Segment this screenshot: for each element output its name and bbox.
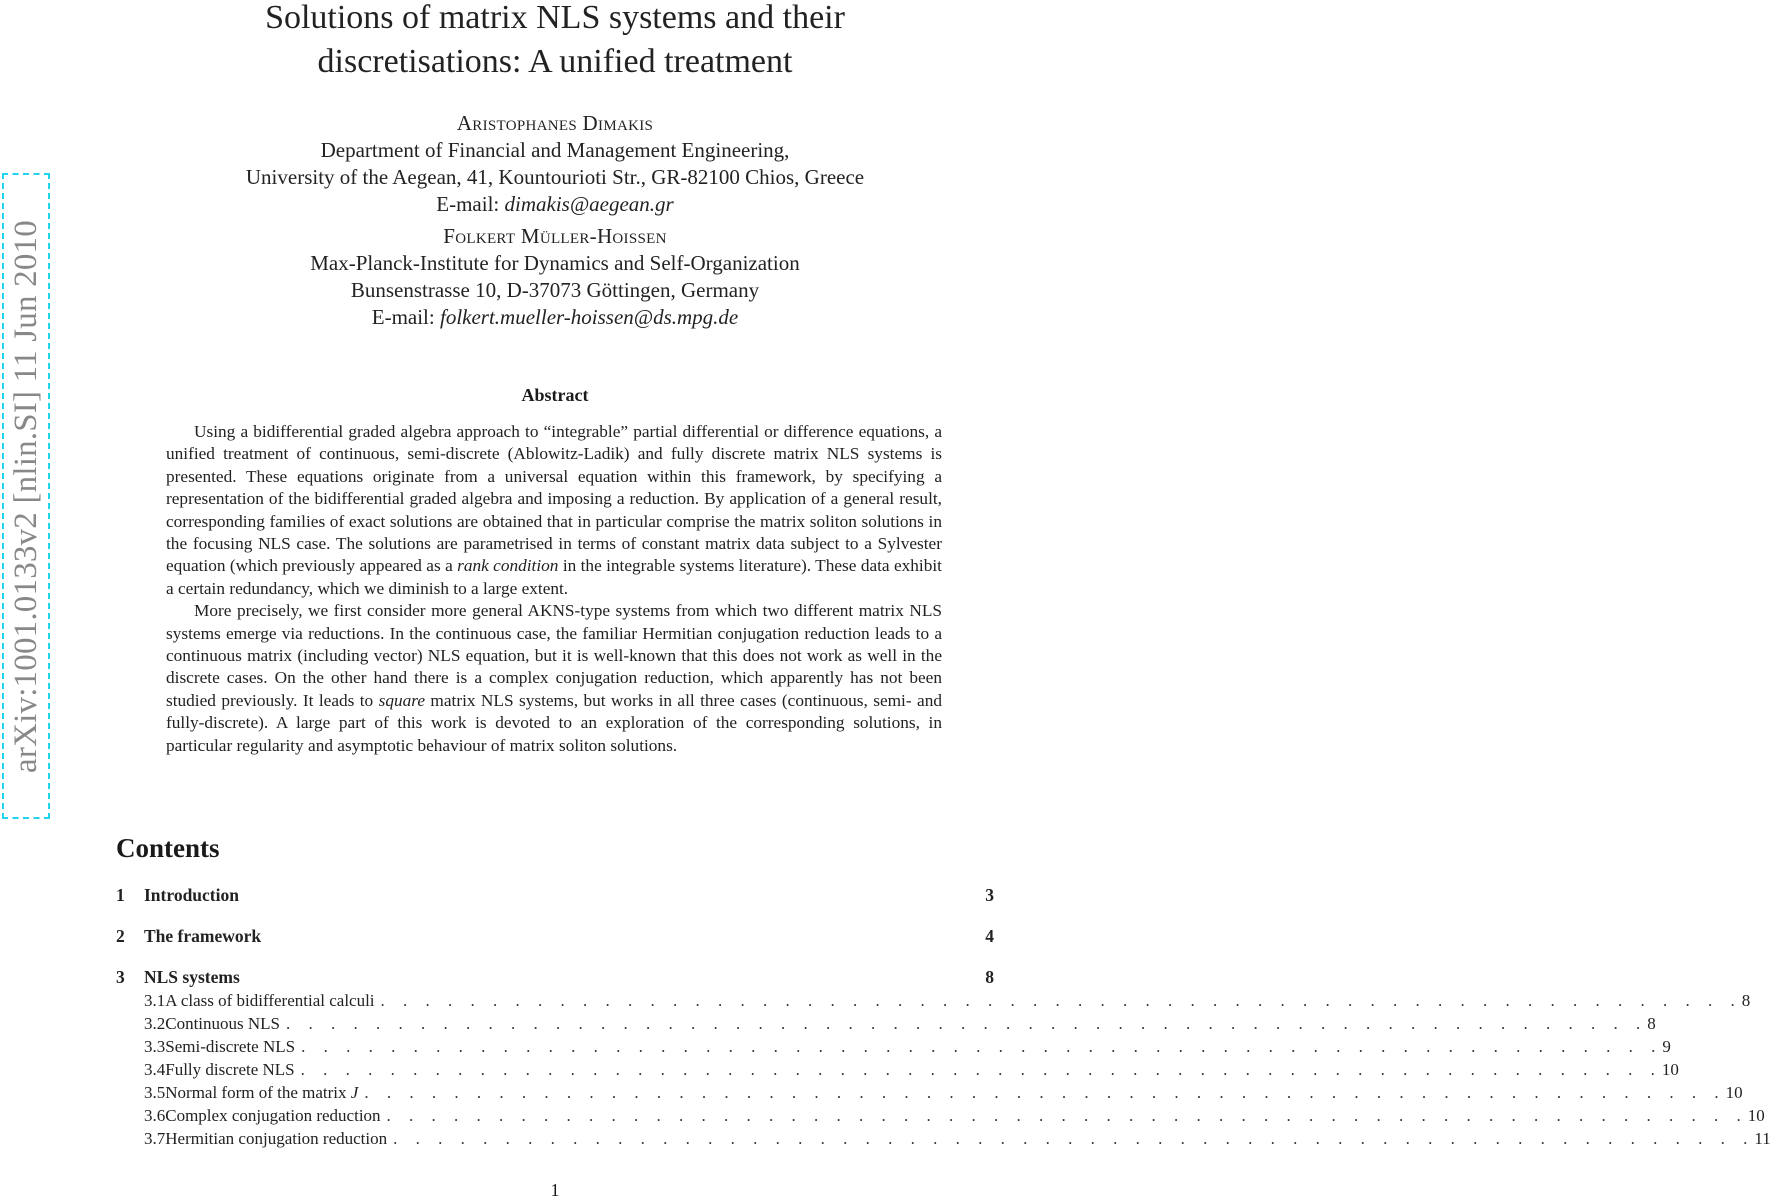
author-name: Folkert Müller-Hoissen: [443, 224, 667, 248]
toc-subsection-label: Fully discrete NLS: [165, 1059, 295, 1079]
toc-subsection-label: Semi-discrete NLS: [165, 1036, 296, 1056]
author-block-1: [115, 110, 995, 218]
author-email-line: [115, 304, 995, 331]
table-of-contents: [116, 883, 1771, 1150]
toc-subsection-page: 10: [1747, 1105, 1765, 1125]
toc-section-page: 8: [985, 966, 994, 987]
toc-section-page: 3: [985, 884, 994, 905]
toc-section-1[interactable]: [116, 883, 994, 907]
toc-subsection-number: 3.3: [144, 1036, 166, 1056]
toc-subsection[interactable]: [116, 1081, 1743, 1104]
paper-title: [115, 0, 995, 84]
toc-subsection-label: Continuous NLS: [165, 1013, 281, 1033]
abstract-paragraph-2: More precisely, we first consider more general AKNS-type systems from which two different matrix NLS systems emerge via reductions. In the continuous case, the familiar Hermitian conjugation reduction leads to a continuous matrix (including vector) NLS equation, but it is well-known that this does not work as well in the discrete cases. On the other hand there is a complex conjugation reduction, which apparently has not been studied previously. It leads to square matrix NLS systems, but works in all three cases (continuous, semi- and fully-discrete). A large part of this work is devoted to an exploration of the corresponding solutions, in particular regularity and asymptotic behaviour of matrix soliton solutions.: [166, 601, 942, 755]
toc-leader-dots: . . . . . . . . . . . . . . . . . . . . . . . . . . . . . . . . . . . . . . . . . . . . . . . . . . . . . . . . . . . . .: [380, 990, 1742, 1010]
toc-section-label: The framework: [144, 925, 262, 946]
toc-section-label: NLS systems: [144, 966, 240, 987]
author-affiliation: Max-Planck-Institute for Dynamics and Self-Organization: [310, 251, 800, 275]
toc-subsection-number: 3.2: [144, 1013, 166, 1033]
toc-subsection-label: Hermitian conjugation reduction: [165, 1128, 388, 1148]
author-block-2: [115, 223, 995, 331]
author-email-line: [115, 191, 995, 218]
toc-subsection-page: 11: [1754, 1128, 1771, 1148]
toc-subsection-page: 9: [1662, 1036, 1671, 1056]
author-address: Bunsenstrasse 10, D-37073 Göttingen, Germany: [350, 278, 760, 302]
toc-subsection-page: 8: [1647, 1013, 1656, 1033]
toc-subsection[interactable]: [116, 1058, 1679, 1081]
toc-section-2[interactable]: [116, 924, 994, 948]
toc-subsection[interactable]: [116, 1104, 1765, 1127]
toc-subsection[interactable]: [116, 1127, 1771, 1150]
toc-subsection-number: 3.4: [144, 1059, 166, 1079]
toc-leader-dots: . . . . . . . . . . . . . . . . . . . . . . . . . . . . . . . . . . . . . . . . . . . . . . . . . . . . . . . . . . . . .: [364, 1082, 1726, 1102]
toc-subsection-page: 8: [1741, 990, 1751, 1010]
toc-leader-dots: . . . . . . . . . . . . . . . . . . . . . . . . . . . . . . . . . . . . . . . . . . . . . . . . . . . . . . . . . . . . .: [301, 1036, 1663, 1056]
toc-section-3[interactable]: [116, 965, 994, 989]
toc-subsection-number: 3.5: [144, 1082, 166, 1102]
toc-leader-dots: . . . . . . . . . . . . . . . . . . . . . . . . . . . . . . . . . . . . . . . . . . . . . . . . . . . . . . . . . . . . .: [393, 1128, 1755, 1148]
author-name: Aristophanes Dimakis: [456, 111, 654, 135]
author-email[interactable]: folkert.mueller-hoissen@ds.mpg.de: [439, 305, 739, 329]
toc-subsection-number: 3.7: [144, 1128, 166, 1148]
toc-subsection[interactable]: [116, 1012, 1656, 1035]
math-symbol: J: [350, 1082, 359, 1102]
emphasis: square: [378, 690, 426, 710]
toc-subsection[interactable]: [116, 989, 1751, 1012]
toc-subsection-label: A class of bidifferential calculi: [165, 990, 375, 1010]
arxiv-stamp: [2, 173, 50, 819]
toc-subsection[interactable]: [116, 1035, 1671, 1058]
toc-subsection-page: 10: [1725, 1082, 1743, 1102]
author-address: University of the Aegean, 41, Kountourioti Str., GR-82100 Chios, Greece: [245, 165, 865, 189]
toc-leader-dots: . . . . . . . . . . . . . . . . . . . . . . . . . . . . . . . . . . . . . . . . . . . . . . . . . . . . . . . . . . . . .: [286, 1013, 1648, 1033]
author-email[interactable]: dimakis@aegean.gr: [504, 192, 674, 216]
toc-subsection-page: 10: [1661, 1059, 1679, 1079]
emphasis: rank condition: [457, 556, 559, 576]
page-number: 1: [550, 1180, 560, 1200]
toc-subsection-number: 3.1: [144, 990, 166, 1010]
toc-section-number: 3: [116, 966, 125, 987]
toc-subsection-label: Normal form of the matrix: [165, 1082, 347, 1102]
toc-section-number: 1: [116, 884, 125, 905]
abstract-body: [166, 421, 942, 757]
toc-section-page: 4: [985, 925, 994, 946]
title-line-2: discretisations: A unified treatment: [317, 43, 793, 80]
toc-section-number: 2: [116, 925, 125, 946]
author-affiliation: Department of Financial and Management Engineering,: [320, 138, 790, 162]
title-line-1: Solutions of matrix NLS systems and their: [265, 0, 845, 36]
toc-leader-dots: . . . . . . . . . . . . . . . . . . . . . . . . . . . . . . . . . . . . . . . . . . . . . . . . . . . . . . . . . . . . .: [300, 1059, 1662, 1079]
toc-leader-dots: . . . . . . . . . . . . . . . . . . . . . . . . . . . . . . . . . . . . . . . . . . . . . . . . . . . . . . . . . . . . .: [386, 1105, 1748, 1125]
email-label: E-mail:: [436, 192, 500, 216]
toc-subsection-label: Complex conjugation reduction: [165, 1105, 381, 1125]
arxiv-identifier: arXiv:1001.0133v2 [nlin.SI] 11 Jun 2010: [7, 219, 44, 773]
toc-subsection-number: 3.6: [144, 1105, 166, 1125]
contents-heading: Contents: [116, 833, 220, 863]
author-list: [115, 110, 995, 336]
abstract-heading: Abstract: [521, 385, 589, 405]
toc-section-label: Introduction: [144, 884, 239, 905]
abstract-paragraph-1: Using a bidifferential graded algebra approach to “integrable” partial differential or difference equations, a unified treatment of continuous, semi-discrete (Ablowitz-Ladik) and fully discrete matrix NLS systems is presented. These equations originate from a universal equation within this framework, by specifying a representation of the bidifferential graded algebra and imposing a reduction. By application of a general result, corresponding families of exact solutions are obtained that in particular comprise the matrix soliton solutions in the focusing NLS case. The solutions are parametrised in terms of constant matrix data subject to a Sylvester equation (which previously appeared as a rank condition in the integrable systems literature). These data exhibit a certain redundancy, which we diminish to a large extent.: [166, 422, 942, 598]
email-label: E-mail:: [371, 305, 435, 329]
